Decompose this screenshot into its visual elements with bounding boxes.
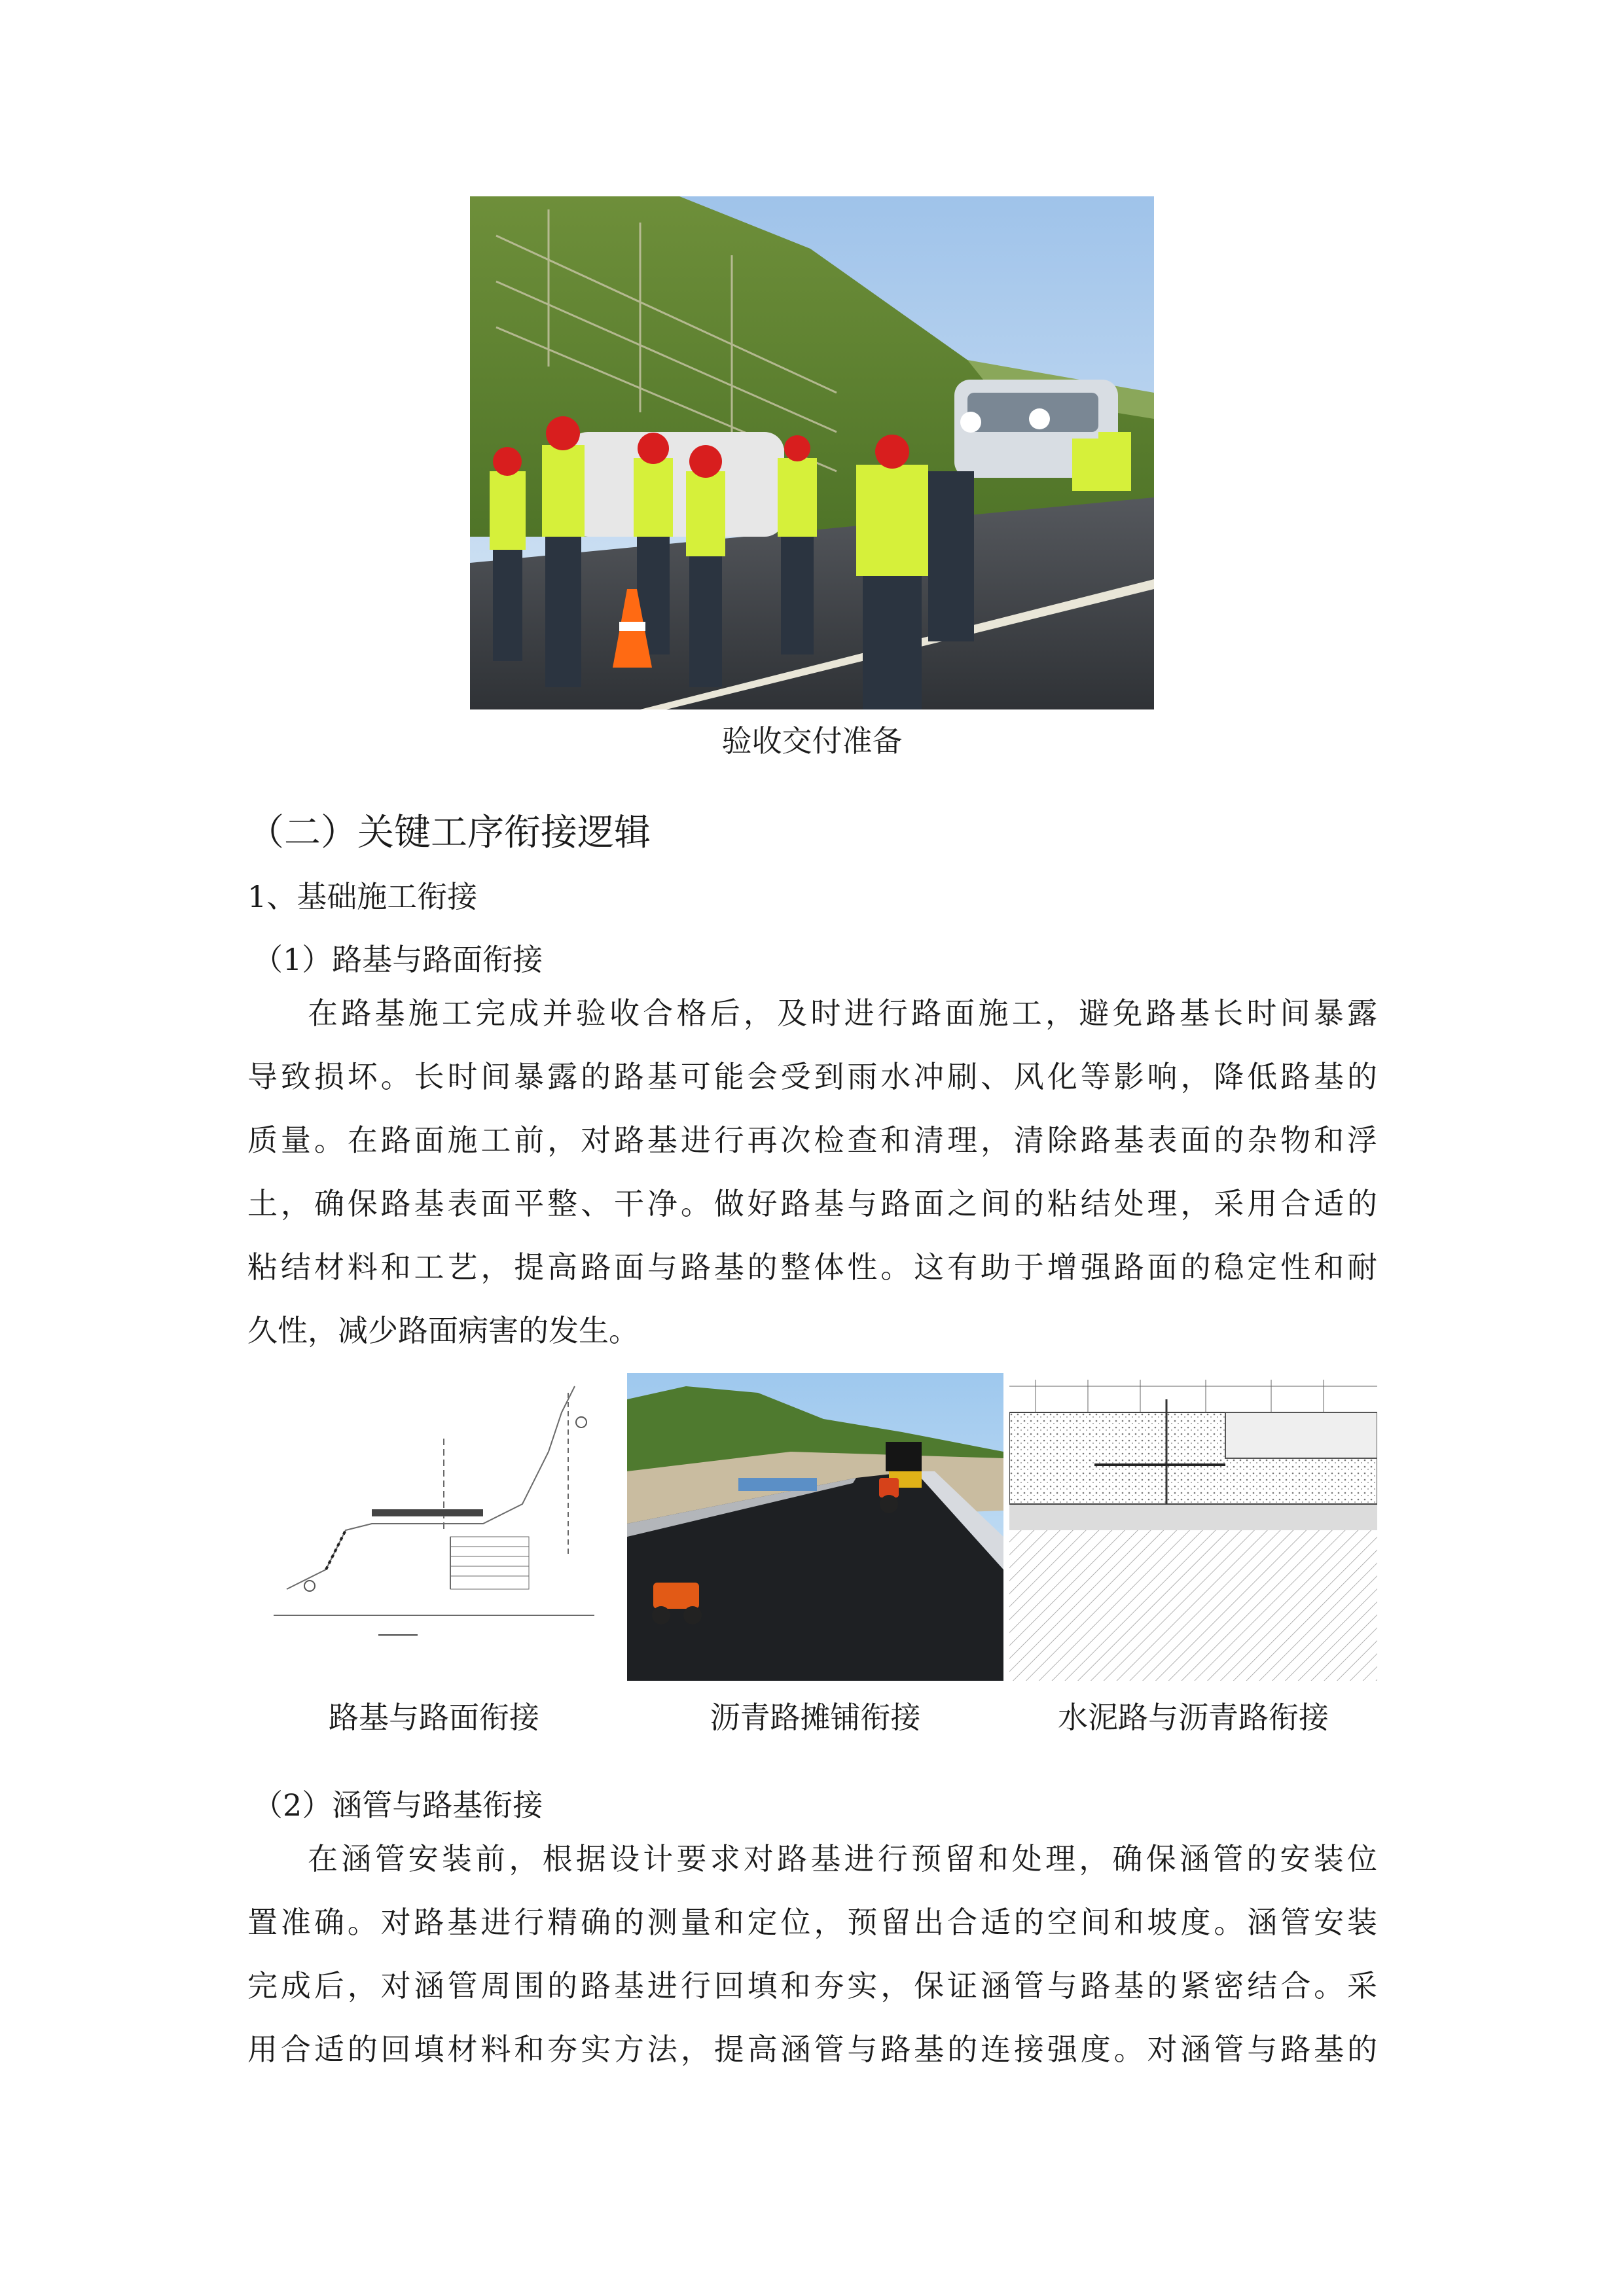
cement-asphalt-drawing <box>1009 1373 1377 1681</box>
paragraph-1-line: 土，确保路基表面平整、干净。做好路基与路面之间的粘结处理，采用合适的 <box>247 1186 1377 1221</box>
paragraph-2-line: 完成后，对涵管周围的路基进行回填和夯实，保证涵管与路基的紧密结合。采 <box>247 1968 1377 2003</box>
figure-caption-subgrade-pavement: 路基与路面衔接 <box>329 1700 539 1735</box>
paragraph-1-line: 久性，减少路面病害的发生。 <box>247 1313 639 1348</box>
paragraph-1-line: 质量。在路面施工前，对路基进行再次检查和清理，清除路基表面的杂物和浮 <box>247 1122 1377 1158</box>
paragraph-2-line: 用合适的回填材料和夯实方法，提高涵管与路基的连接强度。对涵管与路基的 <box>247 2032 1377 2067</box>
subgrade-pavement-drawing <box>247 1373 621 1681</box>
subgrade-cross-section-diagram <box>247 1373 621 1681</box>
figure-caption-acceptance: 验收交付准备 <box>721 723 903 759</box>
acceptance-photo-illustration <box>470 196 1154 709</box>
cement-asphalt-joint-diagram <box>1009 1373 1377 1681</box>
subsection-heading: 1、基础施工衔接 <box>247 879 478 914</box>
paragraph-1-line: 导致损坏。长时间暴露的路基可能会受到雨水冲刷、风化等影响，降低路基的 <box>247 1059 1377 1094</box>
section-title: （二）关键工序衔接逻辑 <box>247 812 651 854</box>
paragraph-1-line: 在路基施工完成并验收合格后，及时进行路面施工，避免路基长时间暴露 <box>308 996 1377 1031</box>
figure-caption-asphalt-paving: 沥青路摊铺衔接 <box>710 1700 921 1735</box>
paragraph-1-line: 粘结材料和工艺，提高路面与路基的整体性。这有助于增强路面的稳定性和耐 <box>247 1249 1377 1285</box>
item-heading-2: （2）涵管与路基衔接 <box>253 1787 543 1823</box>
item-heading-1: （1）路基与路面衔接 <box>253 942 543 977</box>
paragraph-1 <box>247 982 1377 1363</box>
asphalt-paving-illustration <box>627 1373 1003 1681</box>
paragraph-2-line: 在涵管安装前，根据设计要求对路基进行预留和处理，确保涵管的安装位 <box>308 1841 1377 1876</box>
paragraph-2-line: 置准确。对路基进行精确的测量和定位，预留出合适的空间和坡度。涵管安装 <box>247 1905 1377 1940</box>
acceptance-photo <box>470 196 1154 709</box>
figure-caption-cement-asphalt: 水泥路与沥青路衔接 <box>1058 1700 1329 1735</box>
asphalt-paving-photo <box>627 1373 1003 1681</box>
paragraph-2 <box>247 1827 1377 2081</box>
